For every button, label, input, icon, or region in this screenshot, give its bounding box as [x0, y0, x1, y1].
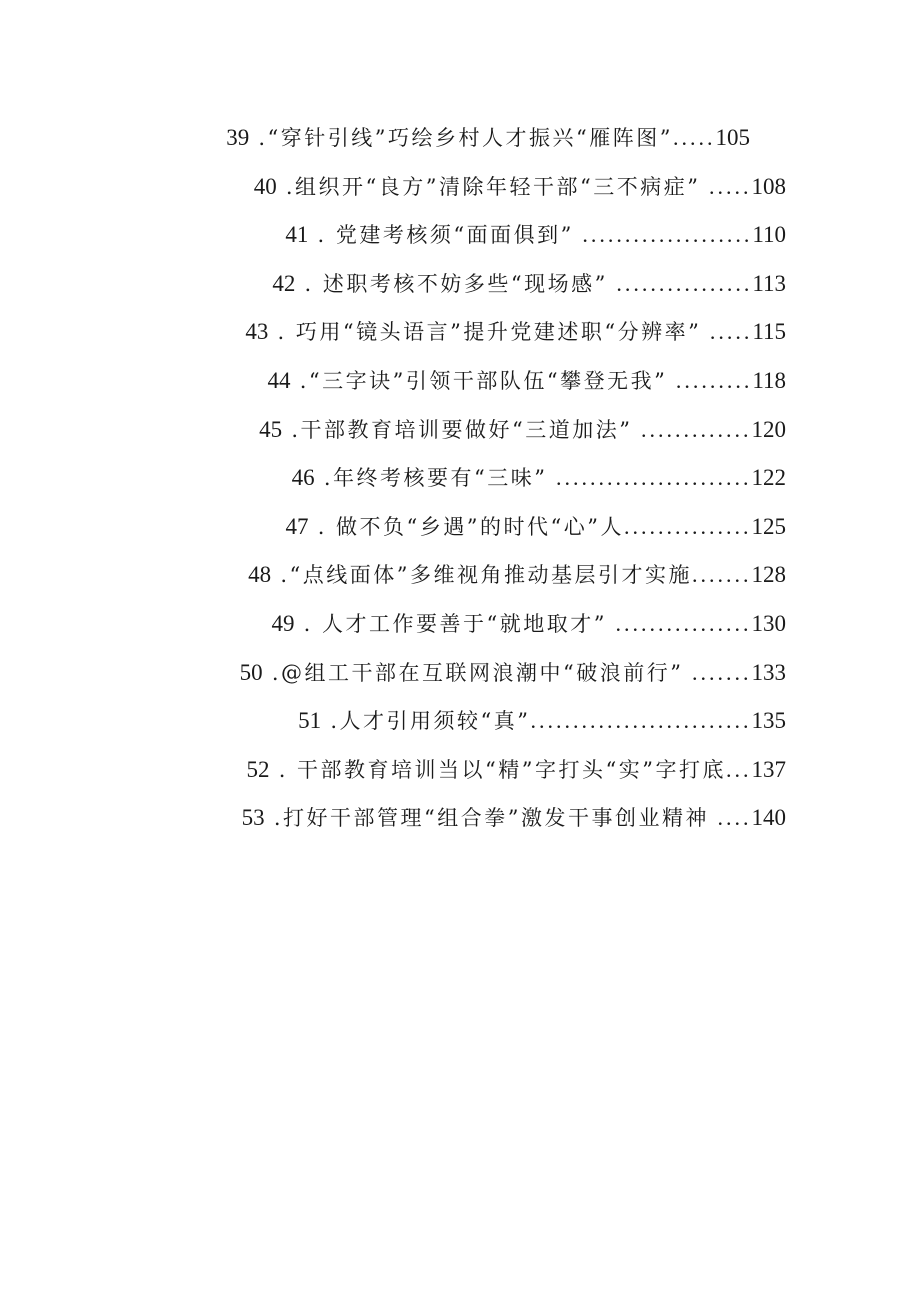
toc-entry [0, 649, 920, 698]
toc-entry-page-number: 122 [751, 465, 786, 491]
toc-entry-page-number: 133 [751, 659, 786, 685]
toc-entry-page-number: 130 [751, 610, 786, 636]
toc-entry-number: 44 [267, 367, 291, 393]
toc-entry-line [254, 163, 786, 213]
toc-entry-number: 46 [291, 465, 315, 491]
toc-entry-title: .干部教育培训要做好“三道加法” [282, 417, 633, 442]
toc-entry-number: 50 [239, 659, 263, 685]
toc-entry-number: 40 [253, 173, 277, 199]
toc-entry-title: . 干部教育培训当以“精”字打头“实”字打底 [269, 757, 726, 782]
toc-entry-page-number: 125 [751, 513, 786, 539]
toc-entry-leader: ....................... [547, 465, 752, 491]
toc-entry-line [272, 260, 786, 310]
toc-entry-page-number: 110 [752, 222, 786, 248]
toc-entry [0, 697, 920, 746]
toc-entry-title: .@组工干部在互联网浪潮中“破浪前行” [262, 660, 684, 685]
toc-entry-number: 48 [248, 562, 272, 588]
table-of-contents [0, 114, 920, 843]
toc-entry-leader: .... [709, 805, 752, 831]
toc-entry-leader: ....... [683, 659, 752, 685]
toc-entry-page-number: 137 [751, 756, 786, 782]
toc-entry-leader: ................ [607, 270, 753, 296]
toc-entry-line [286, 503, 786, 553]
toc-entry-number: 43 [245, 319, 269, 345]
toc-entry-number: 41 [285, 222, 309, 248]
toc-entry-line [272, 600, 787, 650]
toc-entry-title: . 述职考核不妨多些“现场感” [295, 271, 608, 296]
toc-entry-number: 45 [259, 416, 283, 442]
toc-entry-title: .“穿针引线”巧绘乡村人才振兴“雁阵图” [249, 126, 673, 150]
toc-entry-line [248, 551, 786, 601]
toc-entry [0, 211, 920, 260]
toc-entry-title: . 党建考核须“面面俱到” [308, 223, 574, 248]
toc-entry-page-number: 115 [752, 319, 786, 345]
toc-entry [0, 260, 920, 309]
toc-entry-title: .人才引用须较“真” [321, 709, 531, 734]
toc-entry-leader: ... [726, 756, 752, 782]
toc-entry-leader: .......................... [530, 708, 752, 734]
toc-entry [0, 454, 920, 503]
toc-entry [0, 406, 920, 455]
toc-entry-page-number: 128 [751, 562, 786, 588]
toc-entry-line [240, 649, 786, 699]
toc-entry-title: . 巧用“镜头语言”提升党建述职“分辨率” [268, 320, 702, 345]
toc-entry-leader: ............... [624, 513, 752, 539]
toc-entry-number: 52 [246, 756, 270, 782]
toc-entry-line [298, 697, 786, 747]
toc-entry-page-number: 113 [752, 270, 786, 296]
toc-entry-page-number: 120 [751, 416, 786, 442]
toc-entry [0, 308, 920, 357]
toc-entry-line [247, 746, 786, 796]
toc-entry-number: 51 [298, 708, 322, 734]
toc-entry [0, 503, 920, 552]
toc-entry-page-number: 135 [751, 708, 786, 734]
toc-entry-page-number: 105 [715, 125, 750, 150]
toc-entry-page-number: 118 [752, 367, 786, 393]
toc-entry-line [242, 794, 786, 844]
toc-entry-line [292, 454, 786, 504]
toc-entry [0, 163, 920, 212]
toc-entry-number: 49 [271, 610, 295, 636]
toc-entry-line [268, 357, 786, 407]
toc-entry-line [245, 308, 786, 358]
toc-entry-title: . 做不负“乡遇”的时代“心”人 [308, 514, 624, 539]
toc-entry [0, 600, 920, 649]
toc-entry-title: . 人才工作要善于“就地取才” [294, 611, 607, 636]
toc-entry-page-number: 140 [751, 805, 786, 831]
toc-entry-leader: ..... [700, 173, 752, 199]
toc-entry-leader: ....... [692, 562, 752, 588]
toc-entry [0, 114, 920, 163]
toc-entry-title: .年终考核要有“三味” [314, 466, 548, 491]
toc-entry-leader: ..... [701, 319, 753, 345]
toc-entry-line [285, 211, 786, 261]
toc-entry-number: 47 [285, 513, 309, 539]
toc-entry-number: 39 [226, 125, 250, 150]
toc-entry-number: 42 [272, 270, 296, 296]
toc-entry-line [259, 406, 786, 456]
toc-entry-title: .组织开“良方”清除年轻干部“三不病症” [276, 174, 701, 199]
toc-entry-leader: .................... [573, 222, 753, 248]
toc-entry [0, 746, 920, 795]
toc-entry-line [226, 114, 750, 164]
toc-entry-page-number: 108 [751, 173, 786, 199]
toc-entry-title: .“三字诀”引领干部队伍“攀登无我” [290, 368, 668, 393]
toc-entry-leader: ............. [632, 416, 752, 442]
toc-entry [0, 357, 920, 406]
toc-entry [0, 551, 920, 600]
toc-entry-leader: ................ [607, 610, 752, 636]
toc-entry-number: 53 [241, 805, 265, 831]
toc-entry-leader: ......... [667, 367, 753, 393]
toc-entry-title: .打好干部管理“组合拳”激发干事创业精神 [264, 806, 709, 831]
toc-entry-title: .“点线面体”多维视角推动基层引才实施 [271, 563, 692, 588]
toc-entry [0, 794, 920, 843]
toc-entry-leader: ..... [673, 125, 716, 150]
